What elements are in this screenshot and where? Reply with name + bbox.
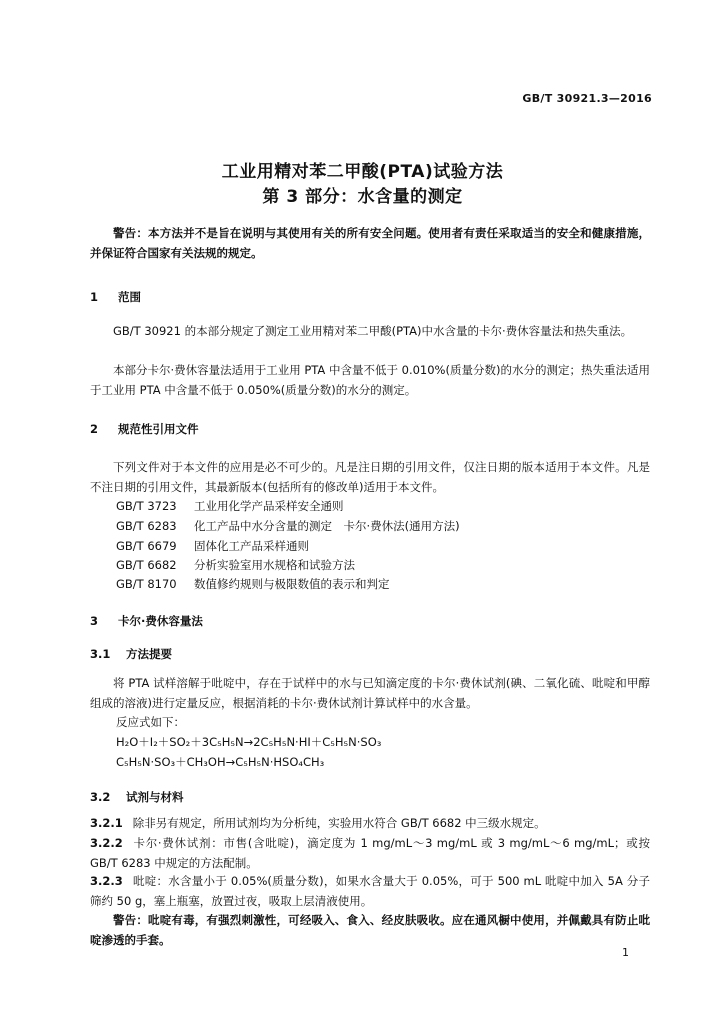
normative-paragraph: 下列文件对于本文件的应用是必不可少的。凡是注日期的引用文件，仅注日期的版本适用于本文件。凡是不注日期的引用文件，其最新版本(包括所有的修改单)适用于本文件。 bbox=[90, 460, 650, 494]
principle-paragraph: 将 PTA 试样溶解于吡啶中，存在于试样中的水与已知滴定度的卡尔·费休试剂(碘、二氧化硫、吡啶和甲醇组成的溶液)进行定量反应，根据消耗的卡尔·费休试剂计算试样中的水含量。 bbox=[90, 676, 650, 710]
section-title: 卡尔·费休容量法 bbox=[118, 614, 203, 628]
section-number: 3 bbox=[90, 614, 99, 628]
subsection-title: 试剂与材料 bbox=[126, 790, 184, 804]
reference-code: GB/T 8170 bbox=[116, 577, 177, 591]
section-2-heading bbox=[90, 421, 199, 437]
reference-item bbox=[116, 518, 460, 534]
subsection-number: 3.2 bbox=[90, 790, 111, 804]
subsection-3-1-heading bbox=[90, 646, 172, 662]
reference-item bbox=[116, 538, 309, 554]
reference-item bbox=[116, 557, 355, 573]
clause-number: 3.2.3 bbox=[90, 874, 123, 888]
standard-code: GB/T 30921.3—2016 bbox=[522, 92, 652, 105]
reference-code: GB/T 6283 bbox=[116, 519, 177, 533]
subsection-title: 方法提要 bbox=[126, 647, 172, 661]
reaction-equation-1: H₂O＋I₂＋SO₂＋3C₅H₅N→2C₅H₅N·HI＋C₅H₅N·SO₃ bbox=[116, 735, 382, 749]
page-number: 1 bbox=[622, 946, 629, 959]
clause-number: 3.2.1 bbox=[90, 816, 123, 830]
scope-paragraph-2: 本部分卡尔·费休容量法适用于工业用 PTA 中含量不低于 0.010%(质量分数)的水分的测定；热失重法适用于工业用 PTA 中含量不低于 0.050%(质量分数)的水分的测定。 bbox=[90, 363, 650, 397]
reaction-intro: 反应式如下： bbox=[116, 715, 185, 729]
reference-item bbox=[116, 576, 390, 592]
section-number: 2 bbox=[90, 422, 99, 436]
reference-code: GB/T 6679 bbox=[116, 539, 177, 553]
reference-title: 数值修约规则与极限数值的表示和判定 bbox=[194, 577, 390, 591]
document-subtitle: 第 3 部分：水含量的测定 bbox=[262, 187, 463, 207]
reference-item bbox=[116, 498, 344, 514]
section-number: 1 bbox=[90, 290, 99, 304]
reference-title: 工业用化学产品采样安全通则 bbox=[194, 499, 344, 513]
scope-paragraph-1: GB/T 30921 的本部分规定了测定工业用精对苯二甲酸(PTA)中水含量的卡尔·费休容量法和热失重法。 bbox=[113, 324, 633, 338]
clause-text: 卡尔·费休试剂：市售(含吡啶)，滴定度为 1 mg/mL～3 mg/mL 或 3 mg/mL～6 mg/mL；或按 GB/T 6283 中规定的方法配制。 bbox=[90, 836, 650, 870]
section-1-heading bbox=[90, 289, 141, 305]
reference-title: 化工产品中水分含量的测定 卡尔·费休法(通用方法) bbox=[194, 519, 460, 533]
reaction-equation-2: C₅H₅N·SO₃＋CH₃OH→C₅H₅N·HSO₄CH₃ bbox=[116, 755, 325, 769]
section-title: 规范性引用文件 bbox=[118, 422, 199, 436]
section-3-heading bbox=[90, 613, 203, 629]
clause-3-2-3 bbox=[90, 871, 650, 911]
reference-title: 固体化工产品采样通则 bbox=[194, 539, 309, 553]
clause-text: 吡啶：水含量小于 0.05%(质量分数)，如果水含量大于 0.05%，可于 500 mL 吡啶中加入 5A 分子筛约 50 g，塞上瓶塞，放置过夜，吸取上层清液使用。 bbox=[90, 874, 650, 908]
section-title: 范围 bbox=[118, 290, 141, 304]
reference-code: GB/T 3723 bbox=[116, 499, 177, 513]
subsection-3-2-heading bbox=[90, 789, 184, 805]
reference-title: 分析实验室用水规格和试验方法 bbox=[194, 558, 355, 572]
warning-paragraph: 警告：本方法并不是旨在说明与其使用有关的所有安全问题。使用者有责任采取适当的安全和健康措施，并保证符合国家有关法规的规定。 bbox=[90, 226, 650, 260]
clause-3-2-2 bbox=[90, 833, 650, 873]
clause-3-2-1 bbox=[90, 813, 650, 833]
document-title: 工业用精对苯二甲酸(PTA)试验方法 bbox=[221, 162, 504, 182]
pyridine-warning: 警告：吡啶有毒，有强烈刺激性，可经吸入、食入、经皮肤吸收。应在通风橱中使用，并佩戴具有防止吡啶渗透的手套。 bbox=[90, 913, 650, 947]
subsection-number: 3.1 bbox=[90, 647, 111, 661]
reference-code: GB/T 6682 bbox=[116, 558, 177, 572]
clause-number: 3.2.2 bbox=[90, 836, 123, 850]
clause-text: 除非另有规定，所用试剂均为分析纯，实验用水符合 GB/T 6682 中三级水规定。 bbox=[132, 816, 546, 830]
